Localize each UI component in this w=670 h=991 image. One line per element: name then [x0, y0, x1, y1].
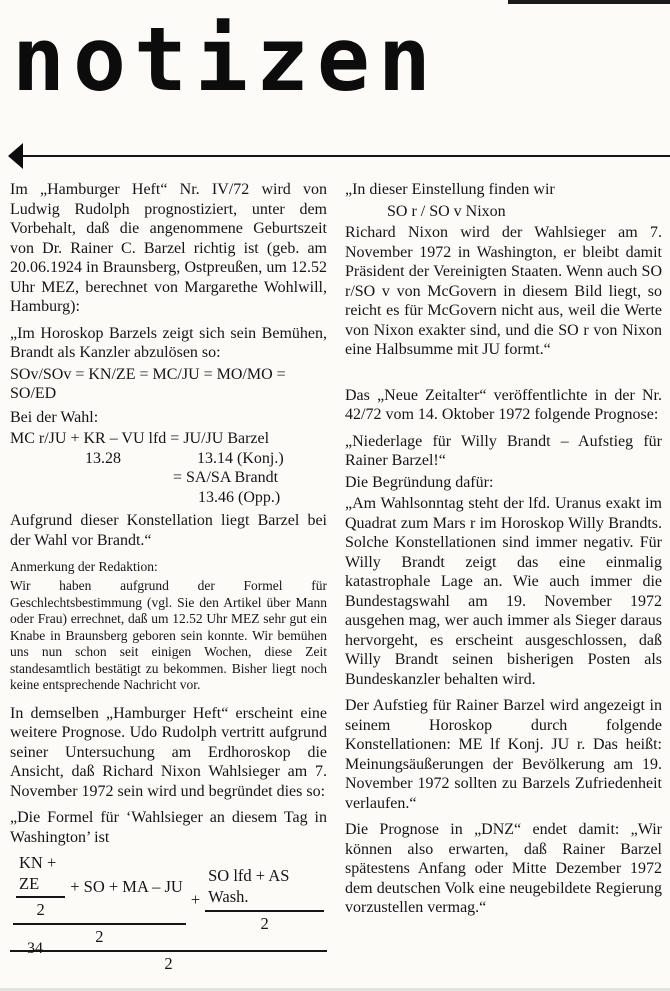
paragraph-headline-quote: „Niederlage für Willy Brandt – Aufstieg für Rainer Barzel!“ [345, 432, 662, 469]
paragraph-begruendung-label: Die Begründung dafür: [345, 473, 494, 491]
paragraph-wahlsonntag: „Am Wahlsonntag steht der lfd. Uranus exakt im Quadrat zum Mars r im Horoskop Willy Brandts. Solche Konstellationen sind immer negativ. Für Willy Brandt zeigt das eine einmalig katastrophale Lage an. Wie auch immer die Bundestagswahl am 19. November 1972 ausgehen mag, wer auch immer als Sieger daraus hervorgeht, es erscheint ausgeschlossen, daß Willy Brandt seinen bisherigen Posten als Bundeskanzler behalten wird. [345, 495, 662, 688]
fraction-bar [13, 923, 186, 925]
paragraph-nixon: Richard Nixon wird der Wahlsieger am 7. November 1972 in Washington, er bleibt damit Präsident der Vereinigten Staaten. Wenn auch SO r/SO v von McGovern in diesem Bild liegt, so reicht es für McGovern nicht aus, weil die Werte von Nixon exakter sind, und die SO r von Nixon eine Halbsumme mit JU formt.“ [345, 224, 662, 358]
editor-note-heading: Anmerkung der Redaktion: [10, 559, 158, 574]
numerator: SO lfd + AS Wash. [208, 866, 290, 906]
left-arrow-icon [8, 143, 23, 169]
paragraph-neue-zeitalter: Das „Neue Zeitalter“ veröffentlichte in der Nr. 42/72 vom 14. Oktober 1972 folgende Prognose: [345, 386, 662, 423]
fraction-outer [10, 853, 327, 974]
paragraph-formula-intro: „Die Formel für ‘Wahlsieger an diesem Tag in Washington’ ist [10, 809, 327, 846]
denominator: 2 [164, 953, 173, 973]
formula-line: SO/ED [10, 385, 57, 402]
formula-terms: + SO + MA – JU [70, 876, 183, 896]
fraction-bar [10, 950, 327, 952]
formula-wahl [10, 429, 327, 507]
plus-operator: + [190, 889, 201, 909]
formula-line [10, 488, 327, 508]
numerator [10, 853, 327, 948]
editor-note [10, 558, 327, 694]
formula-value: = SA/SA Brandt [173, 469, 279, 486]
paragraph-quote-start: „Im Horoskop Barzels zeigt sich sein Bemühen, Brandt als Kanzler abzulösen so: [10, 324, 327, 361]
formula-value: 13.46 (Opp.) [198, 488, 281, 506]
horizontal-rule [23, 155, 670, 157]
formula-value: 13.14 (Konj.) [197, 449, 284, 467]
paragraph-aufstieg-barzel: Der Aufstieg für Rainer Barzel wird angezeigt in seinem Horoskop durch folgende Konstellationen: ME lf Konj. JU r. Das heißt: Meinungsäußerungen der Bevölkerung am 19. November 1972 sollten zu Barzels Zufriedenheit verlaufen.“ [345, 697, 662, 812]
fraction-bar [205, 910, 324, 912]
left-column [10, 180, 327, 974]
formula-value: 13.28 [85, 449, 121, 467]
page-title: notizen [12, 8, 439, 111]
formula-line [10, 449, 327, 469]
formula-wahlsieger [10, 853, 327, 974]
formula-line: MC r/JU + KR – VU lfd = JU/JU Barzel [10, 430, 270, 447]
formula-line [10, 468, 327, 488]
formula-line: SOv/SOv = KN/ZE = MC/JU = MO/MO = [10, 365, 286, 383]
denominator: 2 [95, 926, 104, 946]
paragraph-second-prognose: In demselben „Hamburger Heft“ erscheint eine weitere Prognose. Udo Rudolph vertritt aufgrund seiner Untersuchung am Erdhoroskop die Ansicht, daß Richard Nixon Wahlsieger am 7. November 1972 sein wird und begründet dies so: [10, 704, 327, 800]
scan-edge-mark [508, 0, 670, 4]
label-bei-der-wahl: Bei der Wahl: [10, 408, 99, 426]
page-number: 34 [27, 940, 43, 957]
numerator [13, 853, 186, 921]
paragraph-quote-start: „In dieser Einstellung finden wir [345, 181, 555, 198]
fraction-left [13, 853, 186, 948]
editor-note-body: Wir haben aufgrund der Formel für Geschlechtsbestimmung (vgl. Sie den Artikel über Mann oder Frau) errechnet, daß um 12.52 Uhr MEZ sehr gut ein Knabe in Braunsberg geboren sein konnte. Wir bemühen uns nun schon seit einigen Wochen, diese Zeit standesamtlich bestätigt zu bekommen. Bisher liegt noch keine entsprechende Nachricht vor. [10, 578, 327, 692]
paragraph-intro: Im „Hamburger Heft“ Nr. IV/72 wird von Ludwig Rudolph prognostiziert, unter dem Vorbehalt, daß die angenommene Geburtszeit von Dr. Rainer C. Barzel richtig ist (geb. am 20.06.1924 in Braunsberg, Ostpreußen, um 12.52 Uhr MEZ, berechnet von Margarethe Wohlwill, Hamburg): [10, 181, 327, 315]
right-column [345, 180, 662, 974]
formula-horoskop [10, 365, 327, 404]
fraction-inner [16, 853, 65, 921]
denominator: 2 [260, 913, 269, 933]
section-rule [8, 143, 670, 169]
two-column-layout [10, 180, 662, 974]
formula-nixon: SO r / SO v Nixon [387, 202, 506, 220]
paragraph-conclusion: Aufgrund dieser Konstellation liegt Barzel bei der Wahl vor Brandt.“ [10, 512, 327, 549]
denominator: 2 [36, 900, 45, 920]
numerator: KN + ZE [19, 853, 57, 893]
paragraph-dnz-prognose: Die Prognose in „DNZ“ endet damit: „Wir können also erwarten, daß Rainer Barzel spätestens Anfang oder Mitte Dezember 1972 dem deutschen Volk eine neugebildete Regierung vorzustellen vermag.“ [345, 821, 662, 916]
fraction-right [205, 866, 324, 934]
fraction-bar [16, 896, 65, 898]
